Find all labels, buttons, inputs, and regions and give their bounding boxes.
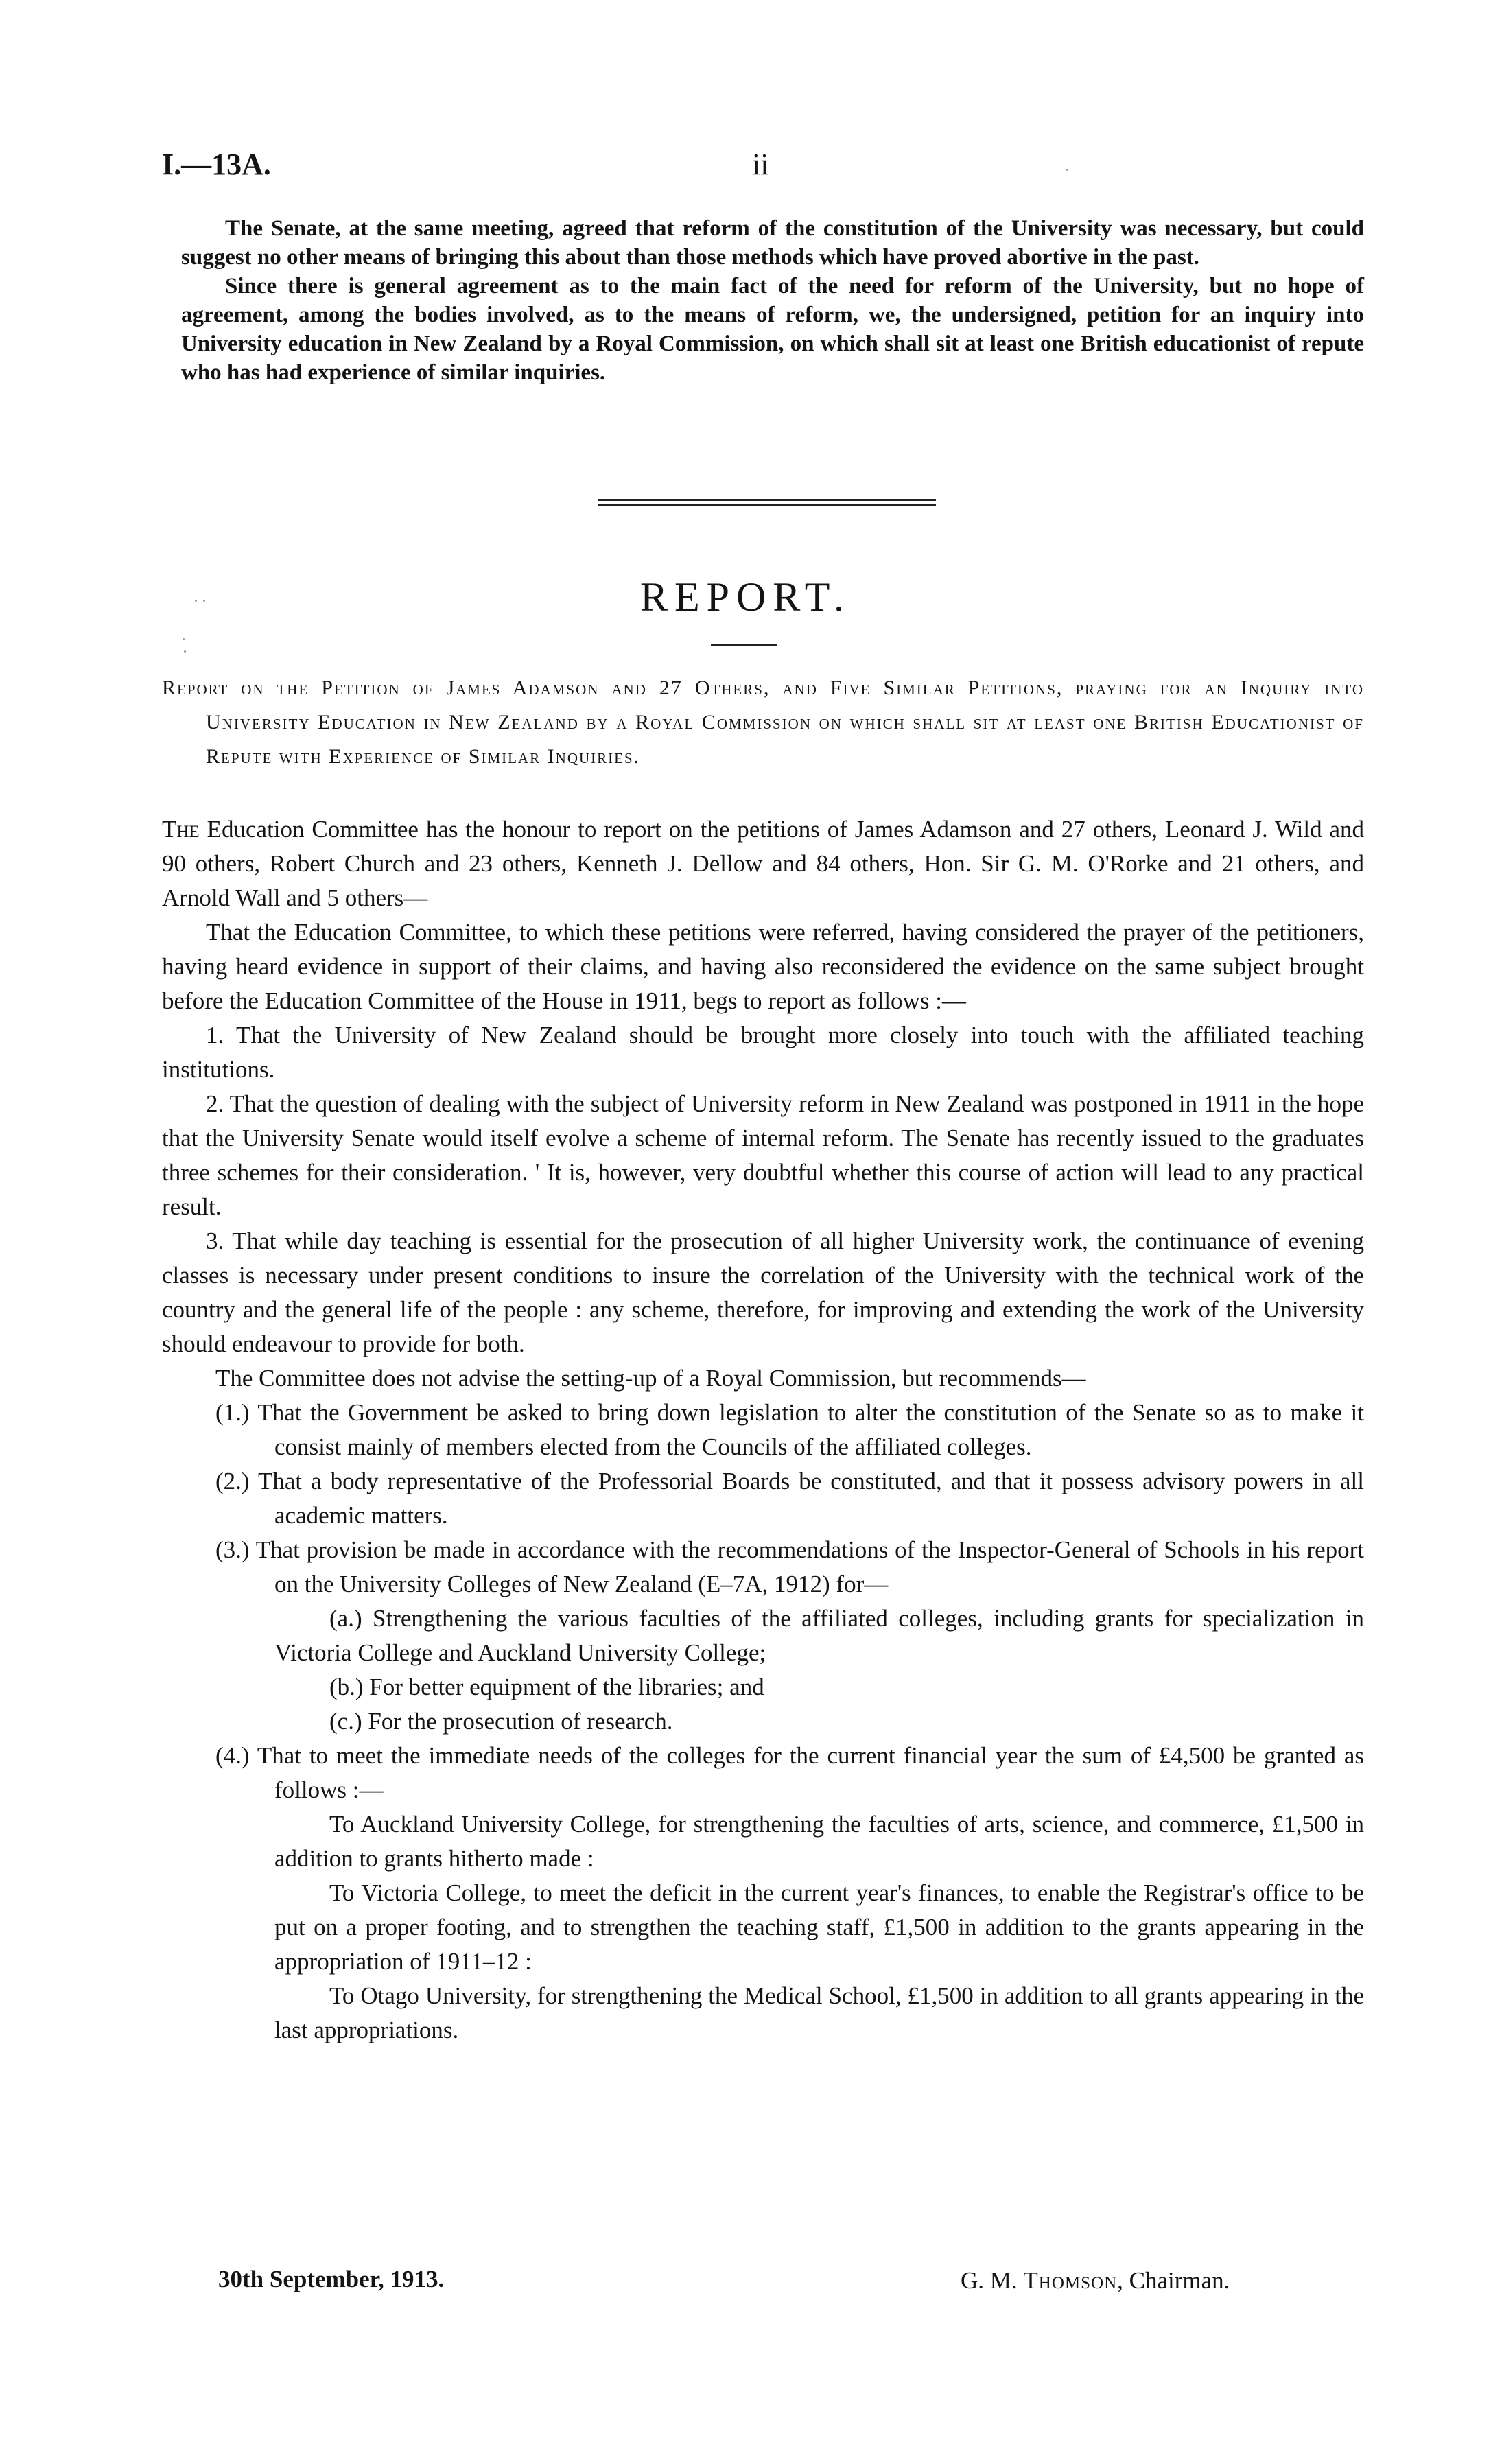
report-body xyxy=(162,812,1364,2048)
intro-leading-word: The xyxy=(162,816,200,843)
section-divider xyxy=(598,499,936,501)
recommends-intro: The Committee does not advise the setting-up of a Royal Commission, but recommends— xyxy=(215,1365,1086,1392)
report-point: 2. That the question of dealing with the subject of University reform in New Zealand was postponed in 1911 in the hope that the University Senate would itself evolve a scheme of internal reform. The Senate has recently issued to the graduates three schemes for their consideration. ' It is, however, very doubtful whether this course of action will lead to any practical result. xyxy=(162,1090,1364,1220)
report-point: 1. That the University of New Zealand should be brought more closely into touch with the affiliated teaching institutions. xyxy=(162,1022,1364,1083)
intro-text: Education Committee has the honour to report on the petitions of James Adamson and 27 others, Leonard J. Wild and 90 others, Robert Church and 23 others, Kenneth J. Dellow and 84 others, Hon. Sir G. M. O'Rorke and 21 others, and Arnold Wall and 5 others— xyxy=(162,816,1364,911)
signatory-role: , Chairman. xyxy=(1117,2267,1230,2294)
intro-paragraph xyxy=(162,812,1364,915)
paper-speck xyxy=(183,638,185,640)
title-rule xyxy=(711,644,777,646)
signatory-name: Thomson xyxy=(1023,2267,1118,2294)
page-number: ii xyxy=(752,148,769,181)
petition-text xyxy=(181,214,1364,387)
signature-line xyxy=(961,2267,1230,2295)
signatory-initials: G. M. xyxy=(961,2267,1018,2294)
grant-item: To Otago University, for strengthening the Medical School, £1,500 in addition to all grants appearing in the last appropriations. xyxy=(274,1982,1364,2043)
petition-paragraph: Since there is general agreement as to the main fact of the need for reform of the University, but no hope of agreement, among the bodies involved, as to the means of reform, we, the undersigned, petition for an inquiry into University education in New Zealand by a Royal Commission, on which shall sit at least one British educationist of repute who has had experience of similar inquiries. xyxy=(181,274,1364,385)
section-divider xyxy=(598,504,936,506)
report-title: REPORT. xyxy=(640,574,851,620)
grant-item: To Auckland University College, for strengthening the faculties of arts, science, and commerce, £1,500 in addition to grants hitherto made : xyxy=(274,1811,1364,1872)
recommendation-subitem: (a.) Strengthening the various faculties of the affiliated colleges, including grants for specialization in Victoria College and Auckland University College; xyxy=(274,1605,1364,1666)
paper-speck xyxy=(1066,169,1068,171)
grant-item: To Victoria College, to meet the deficit in the current year's finances, to enable the Registrar's office to be put on a proper footing, and to strengthen the teaching staff, £1,500 in addition to the grants appearing in the appropriation of 1911–12 : xyxy=(274,1879,1364,1975)
recommendation: (1.) That the Government be asked to bring down legislation to alter the constitution of the Senate so as to make it consist mainly of members elected from the Councils of the affiliated colleges. xyxy=(215,1399,1364,1460)
recommendation: (4.) That to meet the immediate needs of the colleges for the current financial year the sum of £4,500 be granted as follows :— xyxy=(215,1742,1364,1803)
report-point: 3. That while day teaching is essential for the prosecution of all higher University work, the continuance of evening classes is necessary under present conditions to insure the correlation of the University with the technical work of the country and the general life of the people : any scheme, therefore, for improving and extending the work of the University should endeavour to provide for both. xyxy=(162,1228,1364,1357)
recommendation-subitem: (b.) For better equipment of the libraries; and xyxy=(329,1674,764,1700)
report-heading-text: Report on the Petition of James Adamson and 27 Others, and Five Similar Petitions, praying for an Inquiry into University Education in New Zealand by a Royal Commission on which shall sit at least one British Educationist of Repute with Experience of Similar Inquiries. xyxy=(162,677,1364,768)
report-heading xyxy=(162,671,1364,774)
petition-paragraph: The Senate, at the same meeting, agreed that reform of the constitution of the University was necessary, but could suggest no other means of bringing this about than those methods which have proved abortive in the past. xyxy=(181,216,1364,270)
recommendation: (2.) That a body representative of the Professorial Boards be constituted, and that it possess advisory powers in all academic matters. xyxy=(215,1468,1364,1529)
document-code: I.—13A. xyxy=(162,148,271,181)
paper-speck xyxy=(184,650,186,653)
committee-paragraph: That the Education Committee, to which these petitions were referred, having considered the prayer of the petitioners, having heard evidence in support of their claims, and having also reconsidered the evidence on the same subject brought before the Education Committee of the House in 1911, begs to report as follows :— xyxy=(162,919,1364,1014)
page-header xyxy=(162,147,1363,188)
recommendation-subitem: (c.) For the prosecution of research. xyxy=(329,1708,673,1735)
recommendation: (3.) That provision be made in accordance with the recommendations of the Inspector-General of Schools in his report on the University Colleges of New Zealand (E–7A, 1912) for— xyxy=(215,1536,1364,1597)
report-date: 30th September, 1913. xyxy=(218,2266,445,2292)
